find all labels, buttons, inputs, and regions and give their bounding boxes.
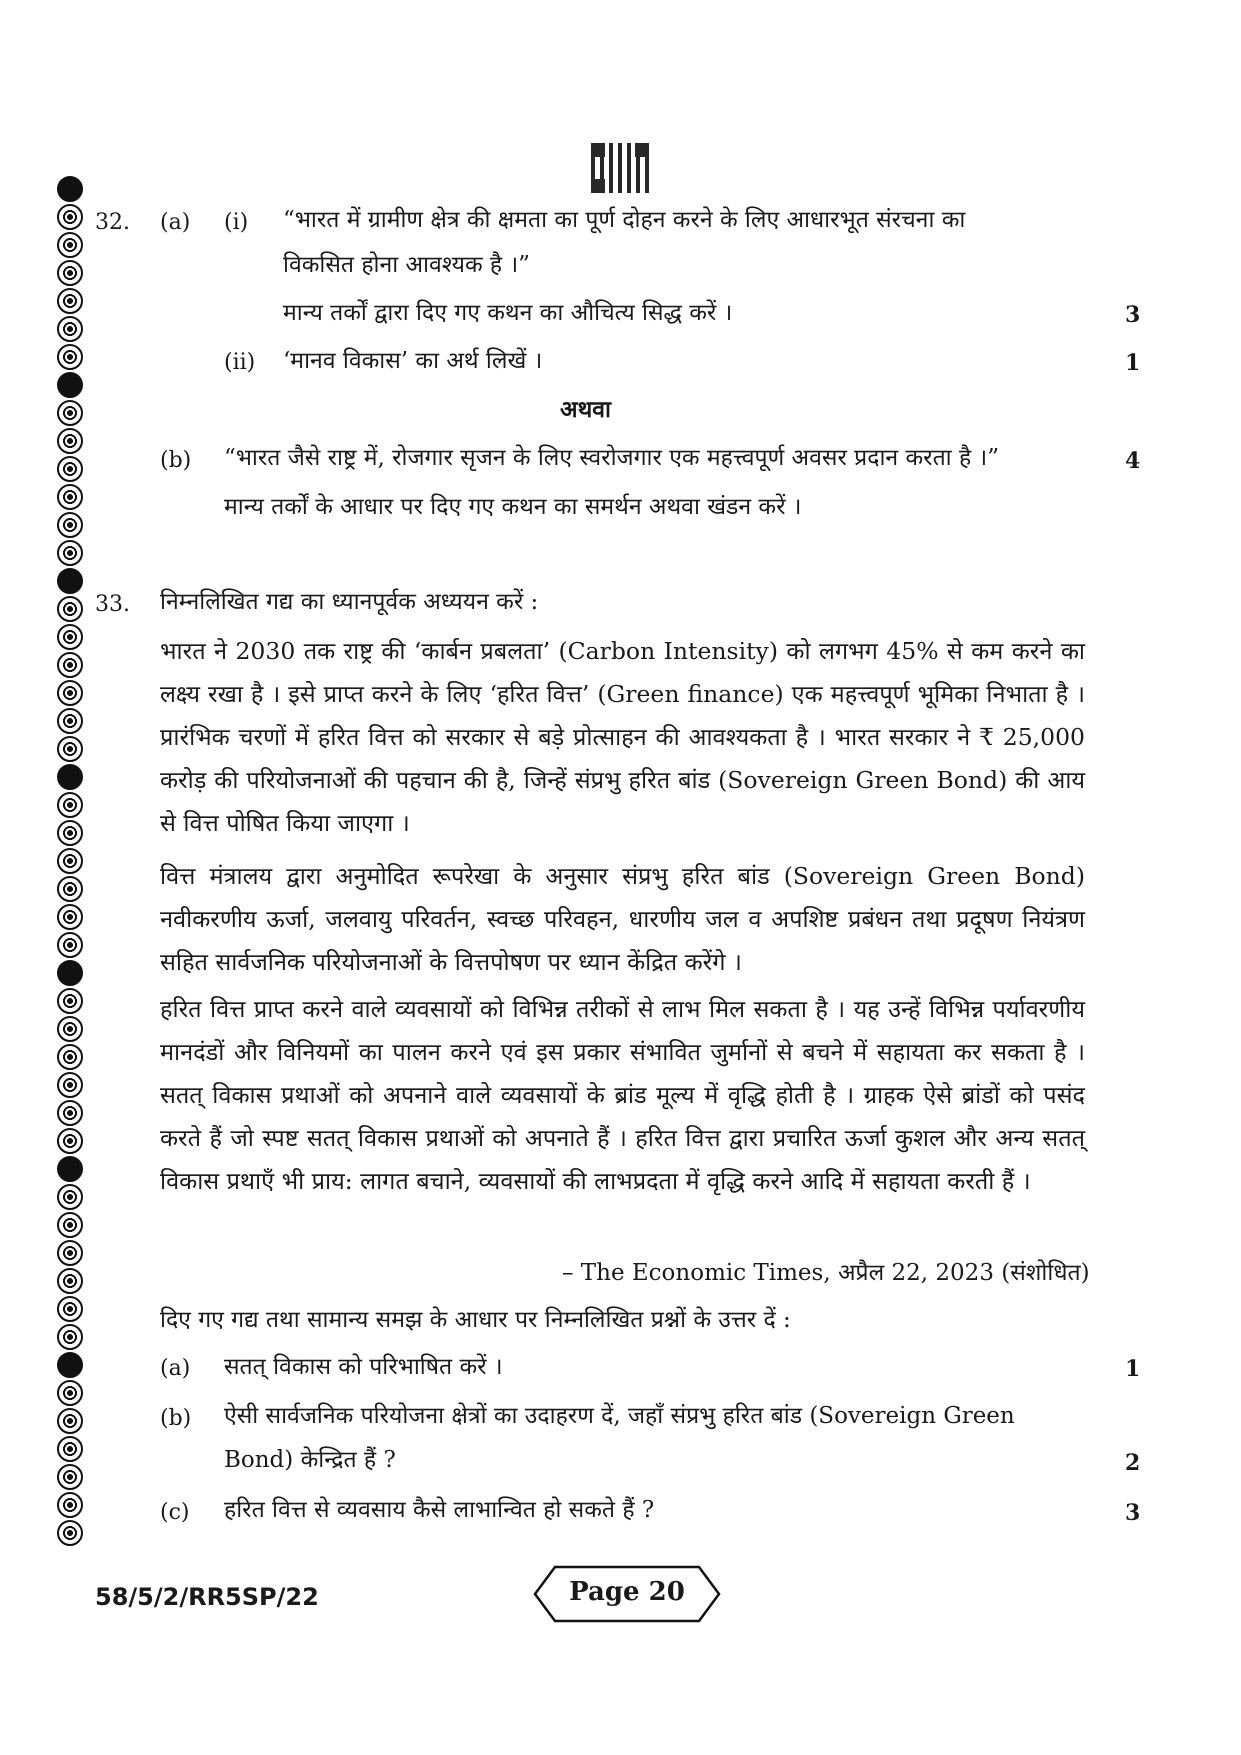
question-33-number: 33. [95, 592, 130, 617]
q32-b-marks: 4 [1125, 448, 1141, 474]
q32-ii-marks: 1 [1125, 350, 1141, 376]
paper-code: 58/5/2/RR5SP/22 [95, 1583, 319, 1611]
page-number-badge [533, 1565, 721, 1623]
or-divider: अथवा [560, 396, 612, 423]
q32-ii-label: (ii) [224, 350, 256, 375]
q33-b-text-line1: ऐसी सार्वजनिक परियोजना क्षेत्रों का उदाहरण दें, जहाँ संप्रभु हरित बांड (Sovereign Green [224, 1403, 1015, 1429]
q33-c-marks: 3 [1125, 1500, 1141, 1526]
q32-ii-text: ‘मानव विकास’ का अर्थ लिखें । [283, 348, 543, 374]
qr-code [591, 143, 649, 193]
q32-i-text-line3: मान्य तर्कों द्वारा दिए गए कथन का औचित्य सिद्ध करें । [283, 300, 733, 326]
page-number: Page 20 [569, 1577, 685, 1607]
q32-b-text-line2: मान्य तर्कों के आधार पर दिए गए कथन का समर्थन अथवा खंडन करें । [224, 494, 802, 520]
q33-a-text: सतत् विकास को परिभाषित करें । [224, 1354, 503, 1380]
binding-ring-margin [50, 176, 90, 1548]
q33-b-text-line2: Bond) केन्द्रित हैं ? [224, 1447, 396, 1473]
q33-instruction: दिए गए गद्य तथा सामान्य समझ के आधार पर निम्नलिखित प्रश्नों के उत्तर दें : [160, 1307, 791, 1333]
q32-a-label: (a) [160, 210, 191, 235]
q32-i-text-line1: “भारत में ग्रामीण क्षेत्र की क्षमता का पूर्ण दोहन करने के लिए आधारभूत संरचना का [283, 207, 966, 233]
q33-c-label: (c) [160, 1500, 190, 1525]
ring-solid [57, 176, 83, 202]
q32-b-label: (b) [160, 448, 192, 473]
question-32-number: 32. [95, 210, 130, 235]
passage-paragraph-1: भारत ने 2030 तक राष्ट्र की ‘कार्बन प्रबलता’ (Carbon Intensity) को लगभग 45% से कम करने का लक्ष्य रखा है । इसे प्राप्त करने के लिए ‘हरित वित्त’ (Green finance) एक महत्त्वपूर्ण भूमिका निभाता है । प्रारंभिक चरणों में हरित वित्त को सरकार से बड़े प्रोत्साहन की आवश्यकता है । भारत सरकार ने ₹ 25,000 करोड़ की परियोजनाओं की पहचान की है, जिन्हें संप्रभु हरित बांड (Sovereign Green Bond) की आय से वित्त पोषित किया जाएगा । [160, 637, 1085, 837]
q33-b-label: (b) [160, 1406, 192, 1431]
q32-i-text-line2: विकसित होना आवश्यक है ।” [283, 252, 530, 278]
q33-intro: निम्नलिखित गद्य का ध्यानपूर्वक अध्ययन करें : [160, 589, 539, 615]
q33-a-marks: 1 [1125, 1356, 1141, 1382]
q32-i-label: (i) [224, 210, 249, 235]
passage-paragraph-3: हरित वित्त प्राप्त करने वाले व्यवसायों को विभिन्न तरीकों से लाभ मिल सकता है । यह उन्हें विभिन्न पर्यावरणीय मानदंडों और विनियमों का पालन करने एवं इस प्रकार संभावित जुर्मानों से बचने में सहायता कर सकता है । सतत् विकास प्रथाओं को अपनाने वाले व्यवसायों के ब्रांड मूल्य में वृद्धि होती है । ग्राहक ऐसे ब्रांडों को पसंद करते हैं जो स्पष्ट सतत् विकास प्रथाओं को अपनाते हैं । हरित वित्त द्वारा प्रचारित ऊर्जा कुशल और अन्य सतत् विकास प्रथाएँ भी प्राय: लागत बचाने, व्यवसायों की लाभप्रदता में वृद्धि करने आदि में सहायता करती हैं । [160, 995, 1085, 1195]
passage-paragraph-2: वित्त मंत्रालय द्वारा अनुमोदित रूपरेखा के अनुसार संप्रभु हरित बांड (Sovereign Green Bond) नवीकरणीय ऊर्जा, जलवायु परिवर्तन, स्वच्छ परिवहन, धारणीय जल व अपशिष्ट प्रबंधन तथा प्रदूषण नियंत्रण सहित सार्वजनिक परियोजनाओं के वित्तपोषण पर ध्यान केंद्रित करेंगे । [160, 862, 1085, 976]
q32-i-marks: 3 [1125, 302, 1141, 328]
q33-a-label: (a) [160, 1356, 191, 1381]
q32-b-text-line1: “भारत जैसे राष्ट्र में, रोजगार सृजन के लिए स्वरोजगार एक महत्त्वपूर्ण अवसर प्रदान करता है ।” [224, 445, 999, 471]
passage-source: – The Economic Times, अप्रैल 22, 2023 (संशोधित) [562, 1260, 1090, 1286]
q33-c-text: हरित वित्त से व्यवसाय कैसे लाभान्वित हो सकते हैं ? [224, 1497, 655, 1523]
q33-b-marks: 2 [1125, 1450, 1141, 1476]
